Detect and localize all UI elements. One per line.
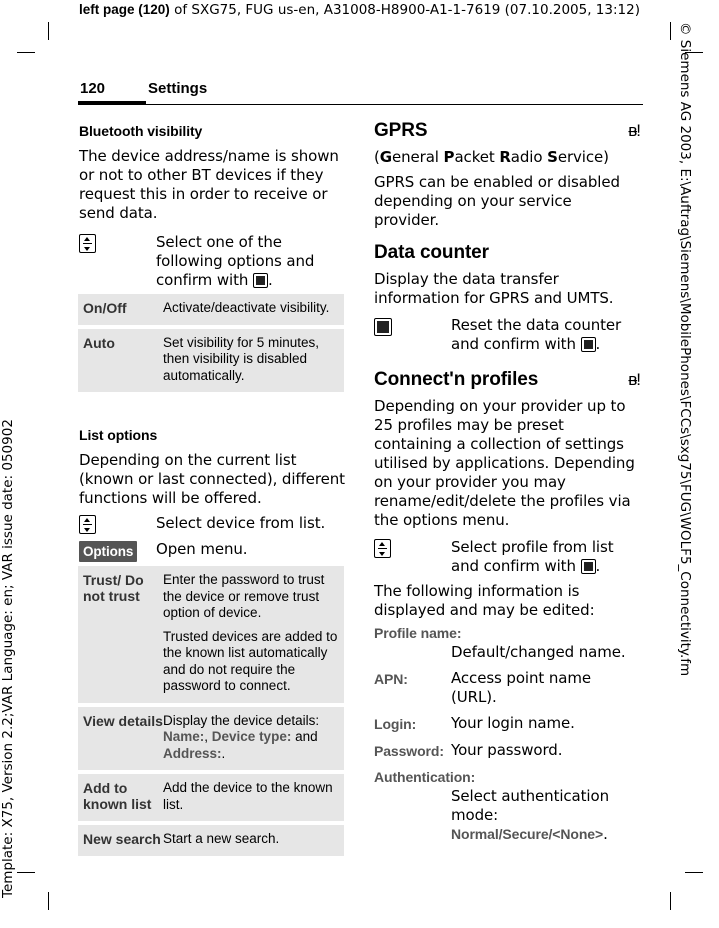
field-label: Login: <box>374 716 417 732</box>
option-description: Enter the password to trust the device or remove trust option of device. <box>163 572 325 620</box>
list-options-step-text: Select device from list. <box>156 514 326 532</box>
option-description: Set visibility for 5 minutes, then visibility is disabled automatically. <box>163 334 320 383</box>
template-margin-text: Template: X75, Version 2.2;VAR Language: en; VAR issue date: 050902 <box>0 419 16 898</box>
crop-mark <box>670 22 671 40</box>
gprs-expansion: (General Packet Radio Service) <box>374 148 609 166</box>
gprs-service-icon: ᴃ! <box>628 121 640 140</box>
field-value: Access point name (URL). <box>451 669 591 706</box>
list-options-body: Depending on the current list (known or last connected), different functions will be offered. <box>79 451 345 507</box>
profile-field <box>374 624 640 662</box>
bt-visibility-body: The device address/name is shown or not to other BT devices if they request this in order to receive or send data. <box>79 147 339 222</box>
center-key-icon <box>581 559 596 574</box>
data-counter-body: Display the data transfer information for GPRS and UMTS. <box>374 270 614 307</box>
print-header-page: left page (120) <box>79 2 170 17</box>
data-counter-heading: Data counter <box>374 242 489 263</box>
print-header-info: of SXG75, FUG us-en, A31008-H8900-A1-1-7619 (07.10.2005, 13:12) <box>169 2 640 18</box>
table-row <box>78 774 344 821</box>
option-description: Start a new search. <box>163 831 280 846</box>
navigation-key-icon <box>374 539 391 558</box>
header-rule-thick <box>78 101 146 105</box>
option-auto: Auto <box>83 334 115 351</box>
table-row <box>78 329 344 393</box>
navigation-key-icon <box>79 234 96 253</box>
option-description: Activate/deactivate visibility. <box>163 300 330 315</box>
field-label: Password: <box>374 743 444 759</box>
header-rule <box>146 104 643 105</box>
list-options-table <box>78 566 344 860</box>
field-value: Your password. <box>451 741 563 759</box>
option-description: Display the device details: Name:, Device type: and Address:. <box>163 712 320 761</box>
connect-profiles-step: Select profile from list and confirm with . <box>374 538 640 576</box>
crop-mark <box>17 872 35 873</box>
option-new-search: New search <box>83 831 161 847</box>
following-info-text: The following information is displayed and may be edited: <box>374 582 595 619</box>
gprs-service-icon: ᴃ! <box>628 370 640 389</box>
center-key-icon <box>374 318 392 336</box>
data-counter-step: Reset the data counter and confirm with . <box>374 316 640 354</box>
field-label: Authentication: <box>374 769 476 785</box>
center-key-icon <box>253 273 268 288</box>
field-label: Profile name: <box>374 625 462 641</box>
profile-field <box>374 714 640 734</box>
option-note: Trusted devices are added to the known list automatically and do not require the password to connect. <box>163 628 338 693</box>
connect-profiles-body: Depending on your provider up to 25 profiles may be preset containing a collection of settings utilised by applications. Depending on your provider you may rename/edit/delete the profiles via the options menu. <box>374 397 635 529</box>
table-row <box>78 825 344 856</box>
bt-visibility-table <box>78 294 344 396</box>
bt-visibility-step: Select one of the following options and confirm with . <box>79 233 345 290</box>
list-options-section <box>79 426 345 562</box>
gprs-body: GPRS can be enabled or disabled depending on your service provider. <box>374 173 620 229</box>
copyright-margin-text: © Siemens AG 2003, E:\Auftrag\Siemens\MobilePhones\FCCs\sxg75\FUG\WOLF5_Connectivity.fm <box>677 22 693 677</box>
right-column <box>374 121 640 844</box>
bt-visibility-step-text: Select one of the following options and confirm with <box>156 233 315 289</box>
option-trust: Trust/ Do not trust <box>83 572 144 604</box>
print-header <box>0 2 719 18</box>
data-counter-step-text: Reset the data counter and confirm with <box>451 316 622 353</box>
connect-profiles-step-text: Select profile from list and confirm with <box>451 538 614 575</box>
crop-mark <box>48 22 49 40</box>
page-number: 120 <box>80 80 106 97</box>
option-on-off: On/Off <box>83 300 127 316</box>
bt-visibility-section <box>79 122 345 290</box>
options-step-text: Open menu. <box>156 540 248 558</box>
field-value: Your login name. <box>451 714 575 732</box>
bt-visibility-heading: Bluetooth visibility <box>79 123 203 139</box>
page-title: Settings <box>148 80 208 97</box>
list-options-step <box>79 514 345 534</box>
table-row <box>78 707 344 771</box>
gprs-heading: GPRS ᴃ! <box>374 120 640 141</box>
navigation-key-icon <box>79 515 96 534</box>
table-row <box>78 566 344 703</box>
field-value: Select authentication mode: Normal/Secure/<None>. <box>451 787 609 843</box>
option-add-known: Add to known list <box>83 780 152 812</box>
list-options-heading: List options <box>79 427 158 443</box>
option-description: Add the device to the known list. <box>163 780 333 812</box>
crop-mark <box>17 52 35 53</box>
crop-mark <box>685 872 703 873</box>
option-view-details: View details <box>83 712 163 729</box>
connect-profiles-heading: Connect'n profiles ᴃ! <box>374 369 640 390</box>
profile-field <box>374 741 640 761</box>
field-value: Default/changed name. <box>451 643 626 661</box>
crop-mark <box>48 892 49 910</box>
table-row <box>78 294 344 325</box>
profile-field <box>374 669 640 707</box>
options-softkey: Options <box>79 541 137 562</box>
crop-mark <box>670 892 671 910</box>
profile-field <box>374 768 640 844</box>
center-key-icon <box>581 337 596 352</box>
field-label: APN: <box>374 671 408 687</box>
options-step <box>79 540 345 562</box>
